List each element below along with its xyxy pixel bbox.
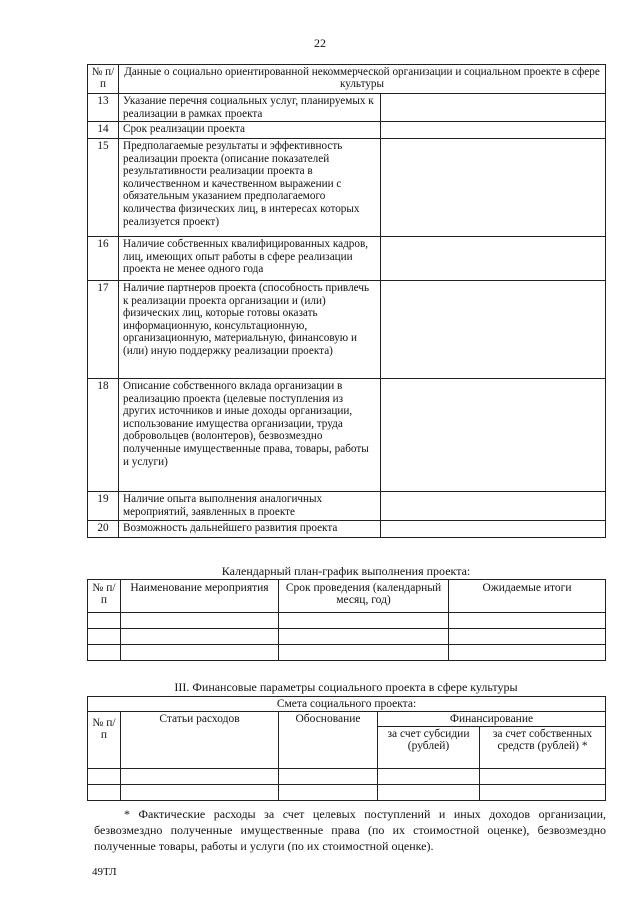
row-num: 19 xyxy=(88,492,119,521)
row-value xyxy=(381,94,606,122)
project-data-table xyxy=(87,64,606,538)
header-funding: Финансирование xyxy=(378,712,606,727)
header-num: № п/п xyxy=(88,712,121,769)
header-subsidy: за счет субсидии (рублей) xyxy=(378,727,480,769)
header-event: Наименование мероприятия xyxy=(121,580,279,613)
estimate-title: Смета социального проекта: xyxy=(88,697,606,712)
table-row xyxy=(88,379,606,492)
calendar-caption: Календарный план-график выполнения проекта: xyxy=(221,564,471,578)
table-row xyxy=(88,139,606,237)
header-num: № п/п xyxy=(88,65,119,94)
row-value xyxy=(381,237,606,281)
table-row xyxy=(88,785,606,801)
row-text: Предполагаемые результаты и эффективность реализации проекта (описание показателей результативности реализации проекта в количественном и качественном выражении с обязательным указанием предполагаемого количества физических лиц, в интересах которых реализуется проект) xyxy=(119,139,381,237)
footer-code: 49ТЛ xyxy=(92,866,117,878)
table-row xyxy=(88,281,606,379)
header-results: Ожидаемые итоги xyxy=(449,580,606,613)
table-row xyxy=(88,645,606,661)
header-own-funds: за счет собственных средств (рублей) * xyxy=(480,727,606,769)
finance-caption: III. Финансовые параметры социального проекта в сфере культуры xyxy=(174,680,518,694)
row-text: Наличие опыта выполнения аналогичных мероприятий, заявленных в проекте xyxy=(119,492,381,521)
row-num: 16 xyxy=(88,237,119,281)
row-num: 14 xyxy=(88,122,119,139)
estimate-table xyxy=(87,696,606,801)
row-text: Наличие собственных квалифицированных кадров, лиц, имеющих опыт работы в сфере реализации проекта не менее одного года xyxy=(119,237,381,281)
calendar-table xyxy=(87,579,606,661)
row-text: Срок реализации проекта xyxy=(119,122,381,139)
header-reason: Обоснование xyxy=(279,712,378,769)
header-items: Статьи расходов xyxy=(121,712,279,769)
row-text: Возможность дальнейшего развития проекта xyxy=(119,521,381,538)
page-number: 22 xyxy=(314,36,326,50)
header-period: Срок проведения (календарный месяц, год) xyxy=(279,580,449,613)
header-title: Данные о социально ориентированной некоммерческой организации и социальном проекте в сфере культуры xyxy=(119,65,606,94)
table-row xyxy=(88,237,606,281)
row-value xyxy=(381,139,606,237)
table-row xyxy=(88,492,606,521)
footnote: * Фактические расходы за счет целевых поступлений и иных доходов организации, безвозмездно полученные имущественные права (по их стоимостной оценке), безвозмездно полученные товары, работы и услуги (по их стоимостной оценке). xyxy=(94,807,606,853)
row-value xyxy=(381,281,606,379)
table-header-row xyxy=(88,580,606,613)
table-row xyxy=(88,769,606,785)
row-value xyxy=(381,379,606,492)
table-row xyxy=(88,613,606,629)
header-num: № п/п xyxy=(88,580,121,613)
table-header-row xyxy=(88,697,606,712)
row-num: 15 xyxy=(88,139,119,237)
table-row xyxy=(88,94,606,122)
table-header-row xyxy=(88,712,606,727)
row-text: Наличие партнеров проекта (способность привлечь к реализации проекта организации и (или) физических лиц, которые готовы оказать информационную, консультационную, организационную, материальную, финансовую и (или) иную поддержку реализации проекта) xyxy=(119,281,381,379)
row-value xyxy=(381,521,606,538)
row-text: Указание перечня социальных услуг, планируемых к реализации в рамках проекта xyxy=(119,94,381,122)
table-row xyxy=(88,521,606,538)
table-header-row xyxy=(88,65,606,94)
row-text: Описание собственного вклада организации в реализацию проекта (целевые поступления из других источников и иные доходы организации, использование имущества организации, труда добровольцев (волонтеров), безвозмездно полученные имущественные права, товары, работы и услуги) xyxy=(119,379,381,492)
row-num: 18 xyxy=(88,379,119,492)
table-row xyxy=(88,122,606,139)
table-row xyxy=(88,629,606,645)
row-num: 17 xyxy=(88,281,119,379)
row-num: 13 xyxy=(88,94,119,122)
row-value xyxy=(381,122,606,139)
row-value xyxy=(381,492,606,521)
row-num: 20 xyxy=(88,521,119,538)
